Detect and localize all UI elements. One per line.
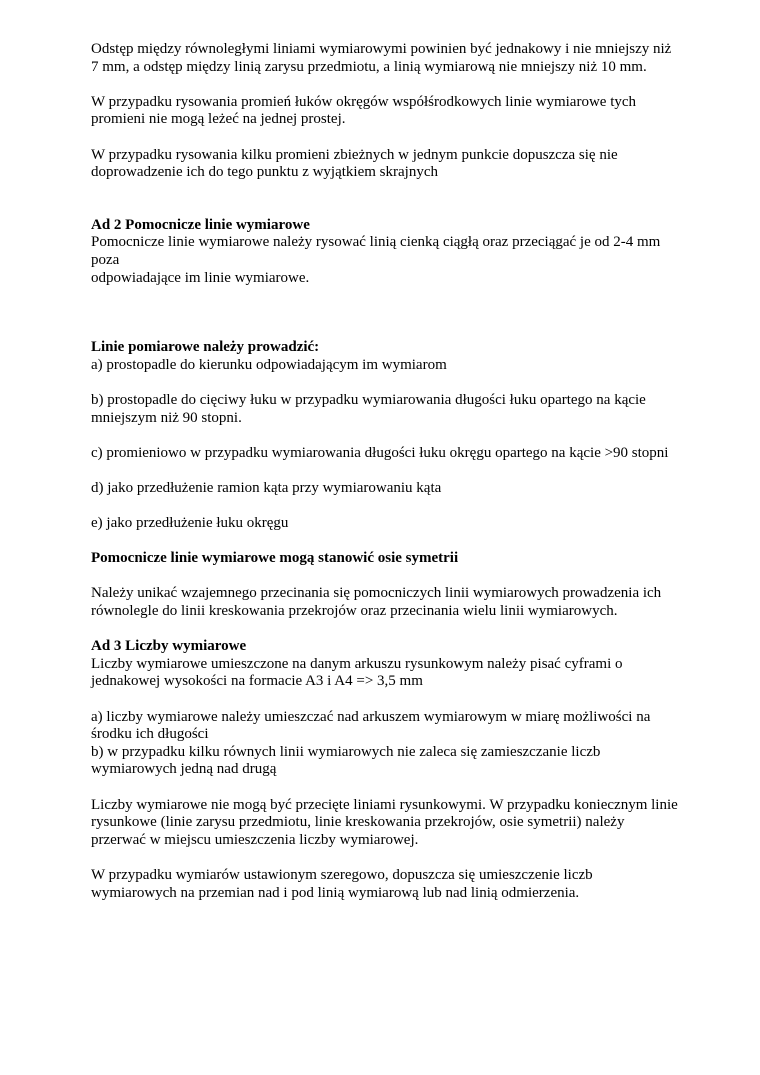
heading-osie-symetrii: Pomocnicze linie wymiarowe mogą stanowić osie symetrii [91, 550, 459, 567]
heading-linie-pomiarowe: Linie pomiarowe należy prowadzić: [91, 339, 320, 356]
paragraph-unikac: Należy unikać wzajemnego przecinania się pomocniczych linii wymiarowych prowadzenia ich równolegle do linii kreskowania przekrojów oraz przecinania wielu linii wymiarowych. [91, 585, 662, 620]
paragraph-odstep: Odstęp między równoległymi liniami wymiarowymi powinien być jednakowy i nie mniejszy niż 7 mm, a odstęp między linią zarysu przedmiotu, a linią wymiarową nie mniejszy niż 10 mm. [91, 41, 672, 75]
list-item: a) prostopadle do kierunku odpowiadającym im wymiarom [91, 356, 447, 373]
list-item: d) jako przedłużenie ramion kąta przy wymiarowaniu kąta [91, 479, 442, 496]
ad3-intro: Liczby wymiarowe umieszczone na danym arkuszu rysunkowym należy pisać cyframi o jednakowej wysokości na formacie A3 i A4 => 3,5 mm [91, 655, 623, 690]
document-body [91, 41, 681, 902]
list-item: c) promieniowo w przypadku wymiarowania długości łuku okręgu opartego na kącie >90 stopni [91, 444, 669, 461]
ad3-paragraph-szeregowo: W przypadku wymiarów ustawionym szeregowo, dopuszcza się umieszczenie liczb wymiarowych na przemian nad i pod linią wymiarową lub nad linią odmierzenia. [91, 866, 593, 901]
paragraph-promienie-wspolsrodkowe: W przypadku rysowania promień łuków okręgów współśrodkowych linie wymiarowe tych promieni nie mogą leżeć na jednej prostej. [91, 93, 637, 128]
ad2-line1: Pomocnicze linie wymiarowe należy rysować linią cienką ciągłą oraz przeciągać je od 2-4 mm poza [91, 234, 661, 268]
paragraph-promienie-zbiezne: W przypadku rysowania kilku promieni zbieżnych w jednym punkcie dopuszcza się nie doprowadzenie ich do tego punktu z wyjątkiem skrajnych [91, 146, 618, 181]
heading-ad3: Ad 3 Liczby wymiarowe [91, 638, 247, 655]
heading-ad2: Ad 2 Pomocnicze linie wymiarowe [91, 216, 310, 233]
ad3-item-a: a) liczby wymiarowe należy umieszczać nad arkuszem wymiarowym w miarę możliwości na środku ich długości [91, 708, 651, 743]
ad2-line2: odpowiadające im linie wymiarowe. [91, 269, 310, 286]
list-item: e) jako przedłużenie łuku okręgu [91, 515, 289, 532]
list-item: b) prostopadle do cięciwy łuku w przypadku wymiarowania długości łuku opartego na kącie mniejszym niż 90 stopni. [91, 391, 646, 426]
ad3-item-b: b) w przypadku kilku równych linii wymiarowych nie zaleca się zamieszczanie liczb wymiarowych jedną nad drugą [91, 743, 601, 778]
ad3-paragraph-przeciecie: Liczby wymiarowe nie mogą być przecięte liniami rysunkowymi. W przypadku koniecznym linie rysunkowe (linie zarysu przedmiotu, linie kreskowania przekrojów, osie symetrii) należy przerwać w miejscu umieszczenia liczby wymiarowej. [91, 796, 678, 848]
